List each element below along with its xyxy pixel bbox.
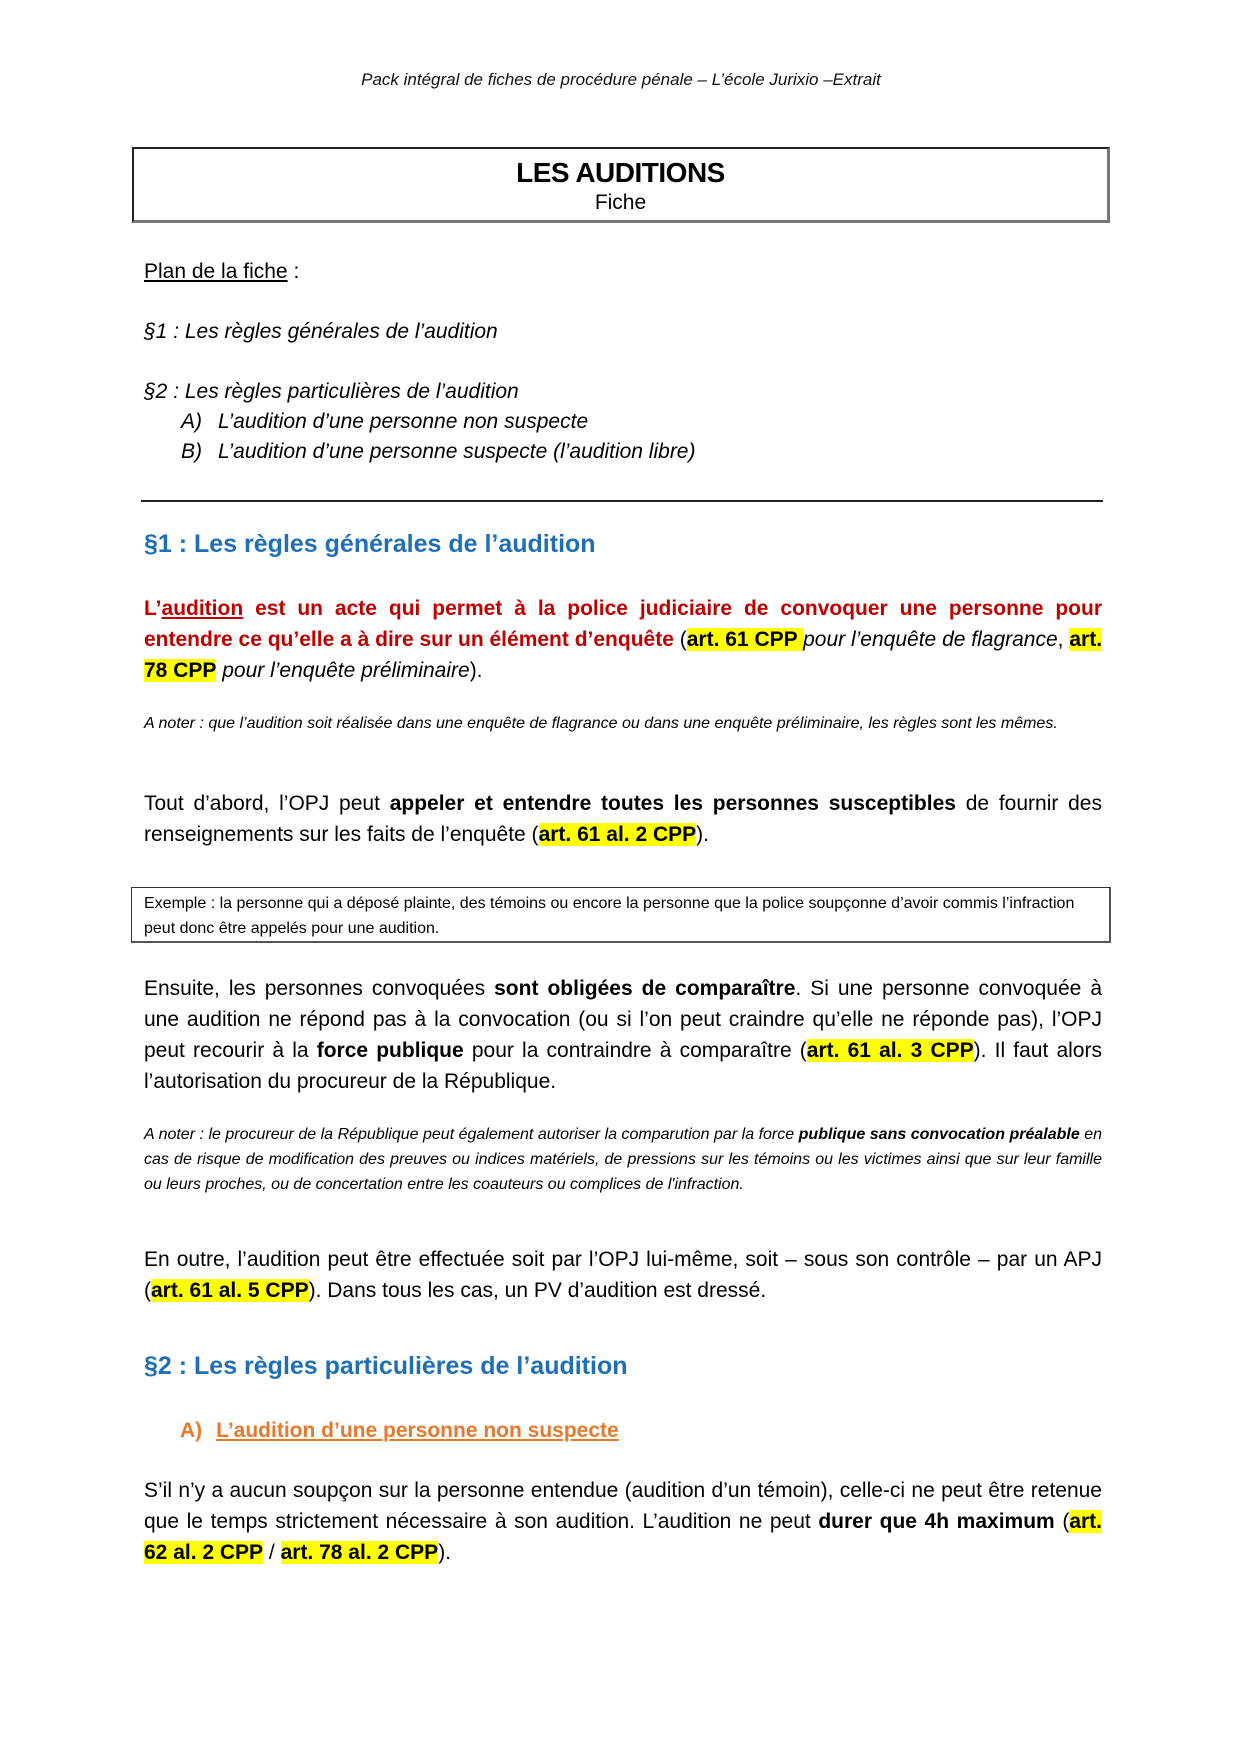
page-subtitle: Fiche [594, 191, 647, 214]
plan-subitem-text: L’audition d’une personne non suspecte [218, 410, 589, 433]
bold-text: durer que 4h maximum [818, 1510, 1055, 1533]
separator: / [263, 1541, 281, 1564]
paragraph-1 [144, 788, 1102, 850]
definition-italic: pour l’enquête de flagrance [803, 628, 1058, 651]
definition-part: L’ [144, 597, 162, 620]
note-1: A noter : que l’audition soit réalisée dans une enquête de flagrance ou dans une enquête préliminaire, les règles sont les mêmes. [144, 715, 1058, 732]
subsection-a-heading [180, 1419, 619, 1443]
paragraph-4 [144, 1475, 1102, 1568]
bold-text: appeler et entendre toutes les personnes susceptibles [389, 792, 956, 815]
section2-heading: §2 : Les règles particulières de l’audition [144, 1352, 628, 1380]
plan-label-suffix: : [287, 260, 300, 283]
article-reference: art. 61 al. 5 CPP [151, 1279, 309, 1302]
article-reference: art. 78 CPP [144, 628, 1103, 682]
plan-subitem-letter: B) [181, 440, 202, 463]
note-2 [144, 1122, 1102, 1197]
text: . Si une personne convoquée à une audition ne répond pas à la convocation (ou si l’on peut craindre qu’elle ne réponde pas), l’OPJ peut recourir à la [144, 977, 1103, 1062]
subsection-title: L’audition d’une personne non suspecte [216, 1419, 619, 1442]
text: Tout d’abord, l’OPJ peut [144, 792, 390, 815]
definition-paragraph [144, 593, 1102, 686]
article-reference: art. 61 CPP [686, 628, 804, 651]
text: Ensuite, les personnes convoquées [144, 977, 495, 1000]
text: En outre, l’audition peut être effectuée soit par l’OPJ lui-même, soit – sous son contrôle – par un APJ ( [144, 1248, 1102, 1302]
page-title: LES AUDITIONS [516, 157, 725, 188]
plan-subitem-a [181, 410, 588, 434]
section1-heading: §1 : Les règles générales de l’audition [144, 530, 596, 558]
bold-text: sont obligées de comparaître [494, 977, 796, 1000]
text: ). [438, 1541, 452, 1564]
article-reference: art. 62 al. 2 CPP [144, 1510, 1103, 1564]
article-reference: art. 78 al. 2 CPP [280, 1541, 439, 1564]
plan-item-1: §1 : Les règles générales de l’audition [144, 320, 498, 343]
definition-italic: pour l’enquête préliminaire [216, 659, 470, 682]
paren: ( [673, 628, 687, 651]
text: de fournir des renseignements sur les faits de l’enquête ( [144, 792, 1102, 846]
title-box [132, 147, 1110, 223]
plan-item-2: §2 : Les règles particulières de l’audition [144, 380, 519, 403]
text: S’il n’y a aucun soupçon sur la personne entendue (audition d’un témoin), celle-ci ne peut être retenue que le temps strictement nécessaire à son audition. L’audition ne peut [144, 1479, 1102, 1533]
text: A noter : le procureur de la République peut également autoriser la comparution par la force [144, 1126, 799, 1143]
plan-subitem-text: L’audition d’une personne suspecte (l’audition libre) [218, 440, 696, 463]
plan-label-text: Plan de la fiche [144, 260, 288, 283]
plan-subitem-letter: A) [181, 410, 202, 433]
paragraph-3 [144, 1244, 1102, 1306]
text: en cas de risque de modification des preuves ou indices matériels, de pressions sur les témoins ou les victimes ainsi que sur leur famille ou leurs proches, ou de concertation entre les coauteurs ou complices de l'infraction. [144, 1126, 1102, 1193]
paragraph-2 [144, 973, 1102, 1097]
example-box: Exemple : la personne qui a déposé plainte, des témoins ou encore la personne que la police soupçonne d’avoir commis l’infraction peut donc être appelés pour une audition. [131, 887, 1111, 943]
bold-text: force publique [316, 1039, 464, 1062]
bold-text: publique sans convocation préalable [798, 1126, 1080, 1143]
horizontal-rule [141, 500, 1103, 502]
definition-term: audition [161, 597, 244, 620]
text: ( [1054, 1510, 1070, 1533]
subsection-letter: A) [180, 1419, 203, 1442]
paren: ). [469, 659, 483, 682]
plan-subitem-b [181, 440, 695, 464]
article-reference: art. 61 al. 2 CPP [538, 823, 697, 846]
definition-part: est un acte qui permet à la police judiciaire de convoquer une personne pour entendre ce qu’elle a à dire sur un élément d’enquête [144, 597, 1102, 651]
text: pour la contraindre à comparaître ( [463, 1039, 807, 1062]
text: ). Dans tous les cas, un PV d’audition est dressé. [308, 1279, 767, 1302]
article-reference: art. 61 al. 3 CPP [806, 1039, 974, 1062]
separator: , [1057, 628, 1070, 651]
plan-label [144, 260, 299, 284]
running-header: Pack intégral de fiches de procédure pénale – L’école Jurixio –Extrait [361, 70, 881, 89]
text: ). Il faut alors l’autorisation du procureur de la République. [144, 1039, 1102, 1093]
text: ). [696, 823, 709, 846]
